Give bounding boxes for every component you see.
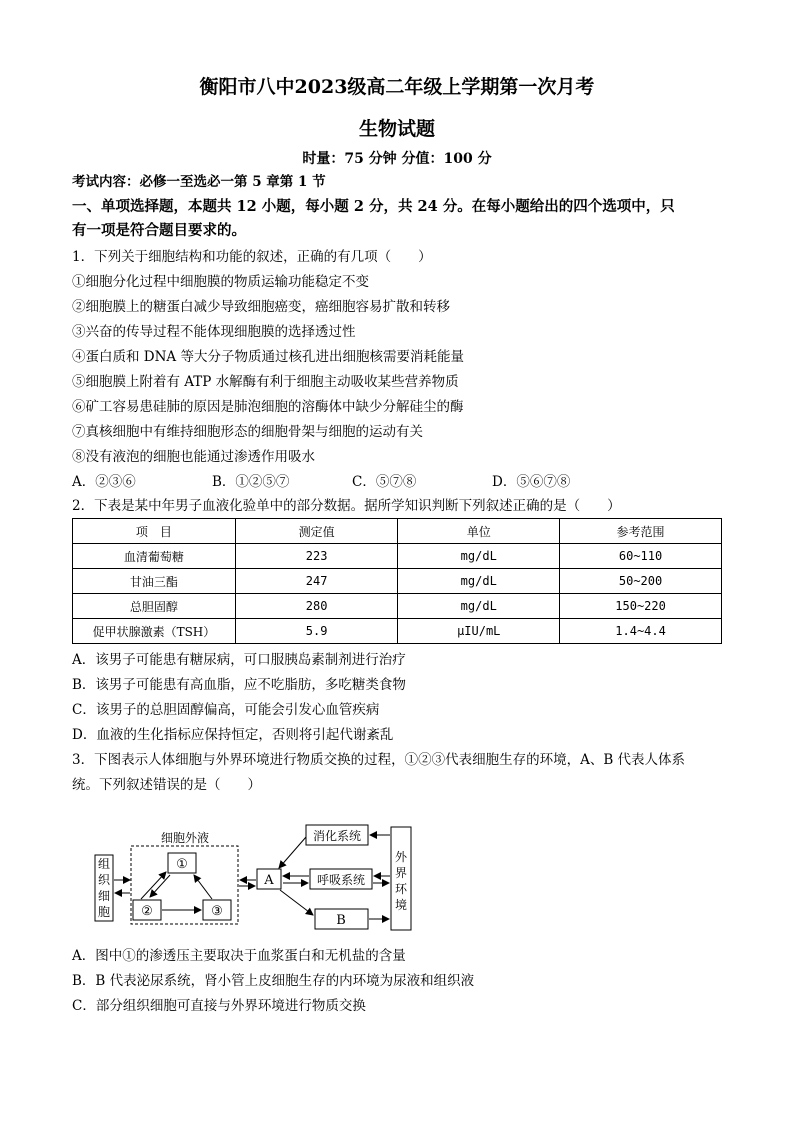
table-cell: 1.4~4.4 [560,619,722,644]
q1-statement: ①细胞分化过程中细胞膜的物质运输功能稳定不变 [72,274,369,290]
environment-char: 环 [394,882,408,896]
q2-option-b: B．该男子可能患有高血脂，应不吃脂肪，多吃糖类食物 [72,677,406,693]
tissue-cell-char: 细 [97,889,111,903]
q3-option-b: B．B 代表泌尿系统，肾小管上皮细胞生存的内环境为尿液和组织液 [72,973,475,989]
q1-option-a: A．②③⑥ [72,474,136,490]
node-a-label: A [264,873,274,888]
q1-statement: ⑦真核细胞中有维持细胞形态的细胞骨架与细胞的运动有关 [72,424,423,440]
table-cell: 促甲状腺激素（TSH） [73,619,236,644]
exam-meta: 时量：75 分钟 分值：100 分 [302,151,492,167]
node-b-label: B [336,913,346,928]
q1-statement: ⑤细胞膜上附着有 ATP 水解酶有利于细胞主动吸收某些营养物质 [72,374,459,390]
table-cell: 247 [235,569,398,594]
table-cell: 50~200 [560,569,722,594]
q2-option-d: D．血液的生化指标应保持恒定，否则将引起代谢紊乱 [72,727,394,743]
q2-option-a: A．该男子可能患有糖尿病，可口服胰岛素制剂进行治疗 [72,652,406,668]
table-cell: 总胆固醇 [73,594,236,619]
table-cell: mg/dL [398,544,560,569]
section-heading-line2: 有一项是符合题目要求的。 [72,222,246,239]
arrow-a-to-b [280,890,313,915]
q1-option-b: B．①②⑤⑦ [212,474,290,490]
table-cell: mg/dL [398,594,560,619]
table-cell: 5.9 [235,619,398,644]
table-cell: 甘油三酯 [73,569,236,594]
section-heading-line1: 一、单项选择题，本题共 12 小题，每小题 2 分，共 24 分。在每小题给出的四个选项中，只 [72,198,675,215]
arrow-2-to-1 [141,872,166,899]
extracellular-label: 细胞外液 [160,831,210,845]
table-cell: 血清葡萄糖 [73,544,236,569]
q1-statement: ③兴奋的传导过程不能体现细胞膜的选择透过性 [72,324,356,340]
table-header-cell: 项 目 [73,519,236,544]
q1-option-d: D．⑤⑥⑦⑧ [492,474,571,490]
table-header-cell: 单位 [398,519,560,544]
digestive-label: 消化系统 [312,829,362,843]
environment-char: 境 [394,898,408,912]
q1-statement: ⑧没有液泡的细胞也能通过渗透作用吸水 [72,449,315,465]
q3-option-c: C．部分组织细胞可直接与外界环境进行物质交换 [72,998,366,1014]
table-cell: μIU/mL [398,619,560,644]
table-cell: 223 [235,544,398,569]
q1-option-c: C．⑤⑦⑧ [352,474,417,490]
q3-option-a: A．图中①的渗透压主要取决于血浆蛋白和无机盐的含量 [72,948,406,964]
q3-stem-line2: 统。下列叙述错误的是（ ） [72,777,261,793]
exam-title: 衡阳市八中2023级高二年级上学期第一次月考 [199,76,595,98]
q1-statement: ④蛋白质和 DNA 等大分子物质通过核孔进出细胞核需要消耗能量 [72,349,464,365]
respiratory-label: 呼吸系统 [316,873,366,887]
q1-stem: 1．下列关于细胞结构和功能的叙述，正确的有几项（ ） [72,249,432,265]
table-cell: mg/dL [398,569,560,594]
table-cell: 280 [235,594,398,619]
table-header-cell: 参考范围 [560,519,722,544]
arrow-digestive-to-a [279,837,306,868]
environment-char: 外 [394,850,408,864]
q2-option-c: C．该男子的总胆固醇偏高，可能会引发心血管疾病 [72,702,380,718]
table-cell: 150~220 [560,594,722,619]
table-header-cell: 测定值 [235,519,398,544]
tissue-cell-char: 组 [97,857,111,871]
node-2-label: ② [141,904,153,919]
tissue-cell-char: 织 [97,873,111,887]
environment-char: 界 [394,866,408,880]
tissue-cell-char: 胞 [97,905,111,919]
exam-subtitle: 生物试题 [358,118,435,140]
arrow-3-to-1 [194,875,212,899]
q1-statement: ②细胞膜上的糖蛋白减少导致细胞癌变，癌细胞容易扩散和转移 [72,299,450,315]
q2-stem: 2．下表是某中年男子血液化验单中的部分数据。据所学知识判断下列叙述正确的是（ ） [72,498,621,514]
node-3-label: ③ [211,904,223,919]
q3-stem-line1: 3．下图表示人体细胞与外界环境进行物质交换的过程，①②③代表细胞生存的环境，A、B 代表人体系 [72,752,686,768]
node-1-label: ① [176,857,188,872]
table-cell: 60~110 [560,544,722,569]
exam-scope: 考试内容：必修一至选必一第 5 章第 1 节 [72,174,326,190]
q1-statement: ⑥矿工容易患硅肺的原因是肺泡细胞的溶酶体中缺少分解硅尘的酶 [72,399,464,415]
